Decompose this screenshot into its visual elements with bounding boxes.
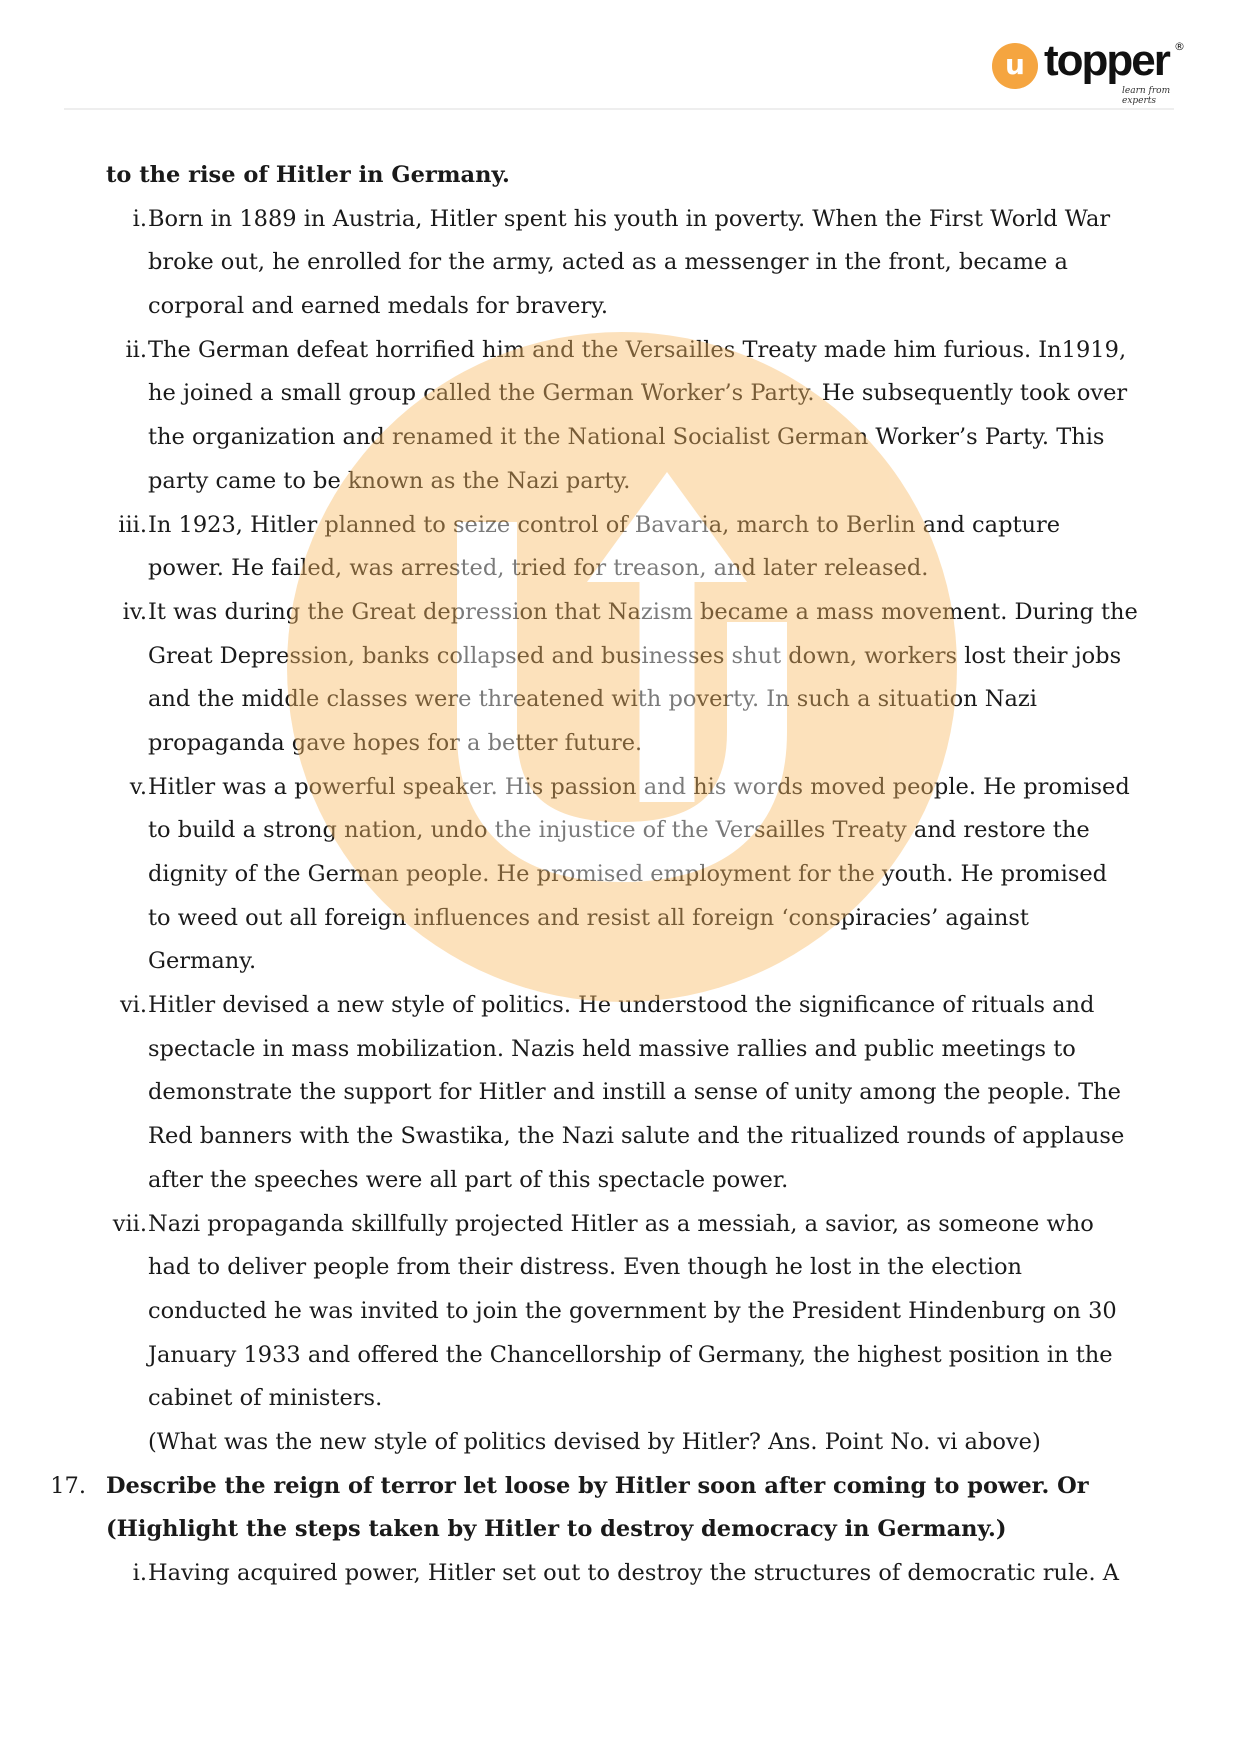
line-text: Born in 1889 in Austria, Hitler spent his youth in poverty. When the First World War [148,205,1111,232]
heading-line [0,154,1240,198]
list-item-line [0,1552,1240,1596]
line-text: (Highlight the steps taken by Hitler to destroy democracy in Germany.) [106,1516,1007,1543]
list-item-line [0,1028,1240,1072]
line-text: Red banners with the Swastika, the Nazi salute and the ritualized rounds of applause [148,1123,1125,1150]
logo-text: topper [1044,36,1169,85]
line-text: and the middle classes were threatened with poverty. In such a situation Nazi [148,686,1037,713]
line-text: he joined a small group called the German Worker’s Party. He subsequently took over [148,380,1128,407]
line-text: conducted he was invited to join the government by the President Hindenburg on 30 [148,1297,1117,1324]
list-item-line [0,241,1240,285]
line-text: dignity of the German people. He promised employment for the youth. He promised [148,861,1108,887]
list-item-line [0,1377,1240,1421]
line-text: The German defeat horrified him and the Versailles Treaty made him furious. In1919, [148,336,1127,363]
list-item-line [0,1115,1240,1159]
line-text: party came to be known as the Nazi party. [148,467,631,494]
list-item-line [0,1159,1240,1203]
line-text: (What was the new style of politics devised by Hitler? Ans. Point No. vi above) [148,1428,1041,1455]
list-item-line [0,591,1240,635]
line-text: Describe the reign of terror let loose by Hitler soon after coming to power. Or [106,1472,1089,1499]
list-item-line [0,1334,1240,1378]
line-text: It was during the Great depression that Nazism became a mass movement. During the [148,598,1138,625]
line-text: propaganda gave hopes for a better future. [148,729,643,756]
line-text: Great Depression, banks collapsed and businesses shut down, workers lost their jobs [148,642,1122,669]
list-marker: 17. [50,1472,86,1499]
list-marker: vii. [112,1210,147,1237]
list-item-line [0,635,1240,679]
line-text: Having acquired power, Hitler set out to destroy the structures of democratic rule. A [148,1560,1120,1586]
question-line [0,1508,1240,1552]
line-text: Nazi propaganda skillfully projected Hitler as a messiah, a savior, as someone who [148,1210,1094,1237]
line-text: In 1923, Hitler planned to seize control of Bavaria, march to Berlin and capture [148,511,1061,538]
line-text: to build a strong nation, undo the injustice of the Versailles Treaty and restore the [148,817,1090,844]
list-item-line [0,722,1240,766]
line-text: Hitler was a powerful speaker. His passion and his words moved people. He promised [148,773,1130,800]
list-item-line [0,853,1240,897]
line-text: January 1933 and offered the Chancellorship of Germany, the highest position in the [148,1341,1113,1368]
list-item-line [0,1203,1240,1247]
line-text: broke out, he enrolled for the army, acted as a messenger in the front, became a [148,249,1068,276]
line-text: to weed out all foreign influences and resist all foreign ‘conspiracies’ against [148,904,1029,931]
header-divider [64,108,1174,110]
list-item-line [0,1421,1240,1465]
document-body [0,154,1240,1596]
question-line [0,1465,1240,1509]
line-text: after the speeches were all part of this spectacle power. [148,1166,789,1193]
list-item-line [0,504,1240,548]
line-text: the organization and renamed it the National Socialist German Worker’s Party. This [148,424,1105,451]
list-item-line [0,897,1240,941]
list-item-line [0,416,1240,460]
line-text: spectacle in mass mobilization. Nazis held massive rallies and public meetings to [148,1035,1076,1062]
list-item-line [0,940,1240,984]
list-item-line [0,460,1240,504]
list-marker: ii. [125,336,147,363]
list-item-line [0,766,1240,810]
list-item-line [0,1246,1240,1290]
list-item-line [0,678,1240,722]
topper-u-icon: u [992,43,1038,89]
list-item-line [0,372,1240,416]
line-text: Hitler devised a new style of politics. He understood the significance of rituals and [148,992,1095,1019]
line-text: corporal and earned medals for bravery. [148,293,609,320]
list-item-line [0,984,1240,1028]
line-text: demonstrate the support for Hitler and instill a sense of unity among the people. The [148,1079,1121,1106]
registered-mark: ® [1174,40,1185,53]
topper-logo [992,36,1192,106]
list-marker: i. [132,205,147,232]
list-item-line [0,329,1240,373]
list-item-line [0,198,1240,242]
logo-tagline: learn from experts [1122,86,1171,106]
list-item-line [0,547,1240,591]
list-item-line [0,809,1240,853]
line-text: power. He failed, was arrested, tried for treason, and later released. [148,555,929,582]
line-text: had to deliver people from their distress. Even though he lost in the election [148,1254,1022,1281]
line-text: to the rise of Hitler in Germany. [106,162,510,188]
list-item-line [0,285,1240,329]
list-marker: vi. [119,992,147,1019]
line-text: cabinet of ministers. [148,1385,383,1412]
list-marker: v. [129,773,147,800]
list-item-line [0,1071,1240,1115]
list-marker: iii. [118,511,147,538]
list-item-line [0,1290,1240,1334]
list-marker: i. [132,1560,147,1586]
list-marker: iv. [122,598,147,625]
line-text: Germany. [148,948,257,975]
